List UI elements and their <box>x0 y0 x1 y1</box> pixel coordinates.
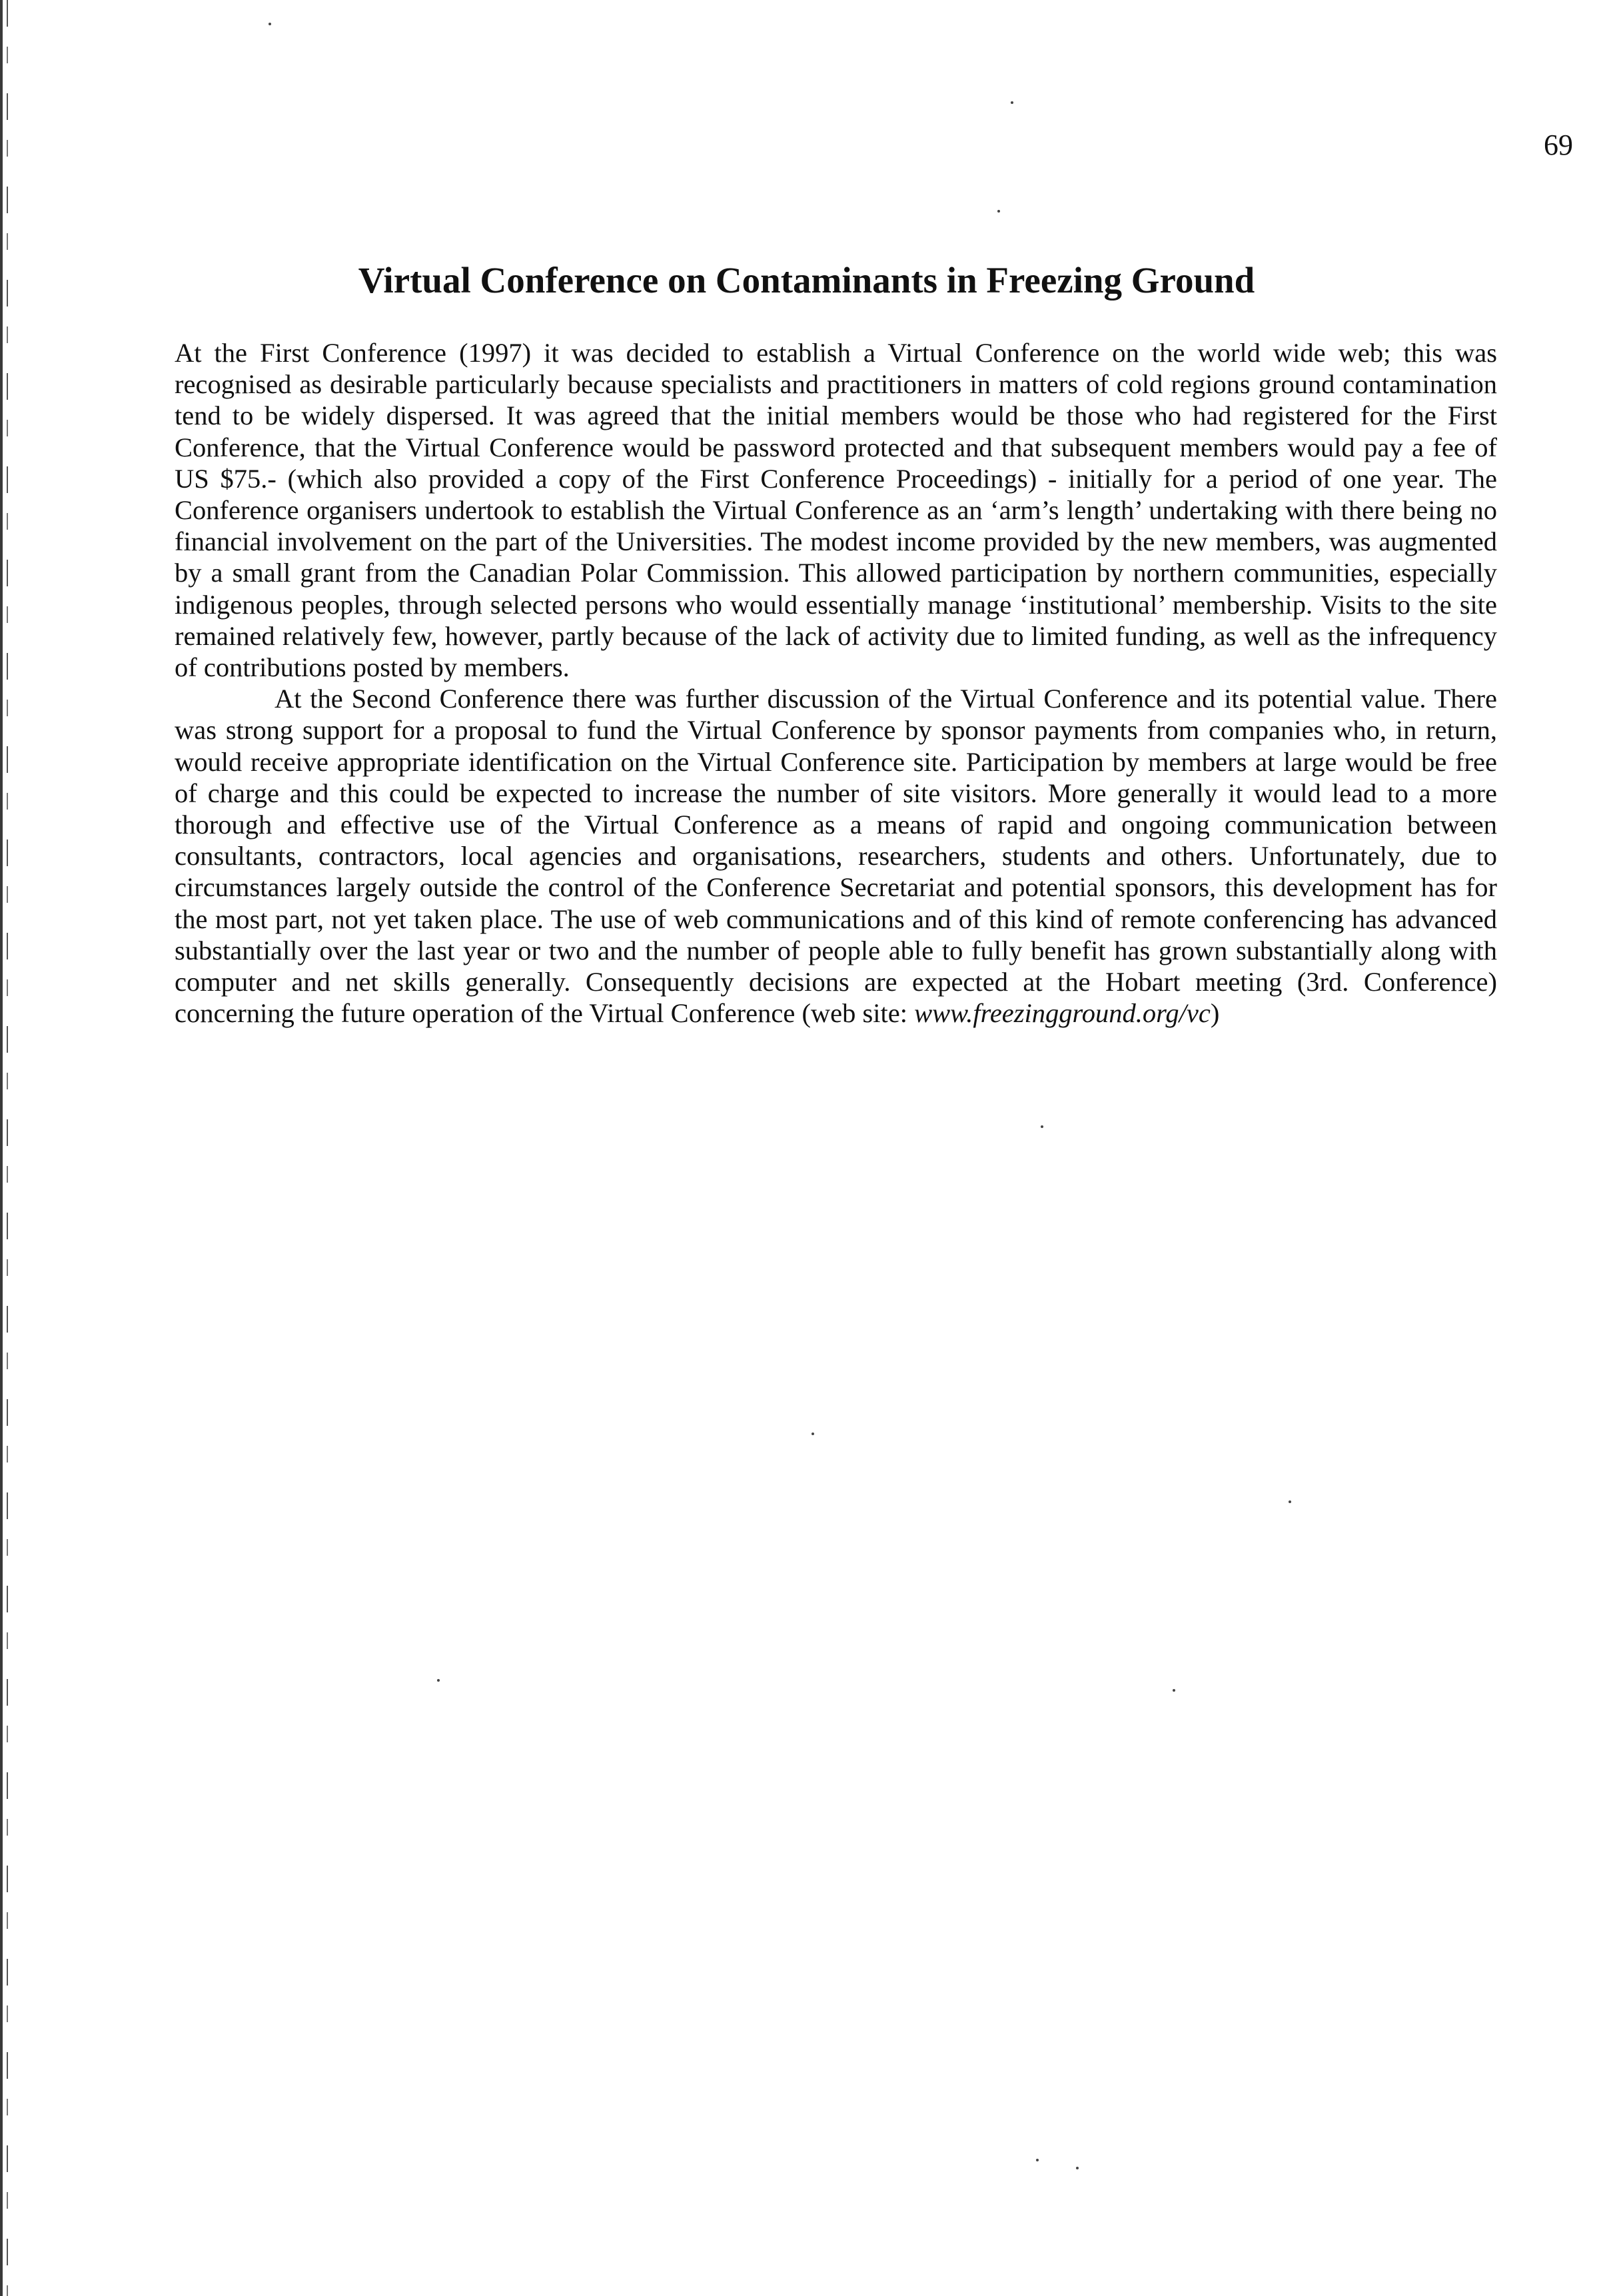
paragraph-text: At the Second Conference there was further discussion of the Virtual Conference and its potential value. There was strong support for a proposal to fund the Virtual Conference by sponsor payments from companies who, in return, would receive appropriate identification on the Virtual Conference site. Participation by members at large would be free of charge and this could be expected to increase the number of site visitors. More generally it would lead to a more thorough and effective use of the Virtual Conference as a means of rapid and ongoing communication between consultants, contractors, local agencies and organisations, researchers, students and others. Unfortunately, due to circumstances largely outside the control of the Conference Secretariat and potential sponsors, this development has for the most part, not yet taken place. The use of web communications and of this kind of remote conferencing has advanced substantially over the last year or two and the number of people able to fully benefit has grown substantially along with computer and net skills generally. Consequently decisions are expected at the Hobart meeting (3rd. Conference) concerning the future operation of the Virtual Conference (web site: <box>175 684 1497 1029</box>
scan-speck <box>1173 1689 1175 1692</box>
page-title: Virtual Conference on Contaminants in Freezing Ground <box>358 260 1255 300</box>
scan-speck <box>437 1679 440 1682</box>
scan-speck <box>1036 2159 1039 2161</box>
body-paragraph <box>175 683 1497 1029</box>
website-url: www.freezingground.org/vc <box>914 998 1211 1029</box>
scan-speck <box>269 23 271 25</box>
scan-speck <box>1011 101 1013 104</box>
scan-speck <box>1041 1125 1043 1128</box>
article-body <box>175 337 1497 1029</box>
scan-binding-edge <box>0 0 12 2296</box>
scan-speck <box>1076 2167 1079 2169</box>
scan-speck <box>811 1433 814 1435</box>
scan-speck <box>997 210 1000 213</box>
body-paragraph: At the First Conference (1997) it was decided to establish a Virtual Conference on the world wide web; this was recognised as desirable particularly because specialists and practitioners in matters of cold regions ground contamination tend to be widely dispersed. It was agreed that the initial members would be those who had registered for the First Conference, that the Virtual Conference would be password protected and that subsequent members would pay a fee of US $75.- (which also provided a copy of the First Conference Proceedings) - initially for a period of one year. The Conference organisers undertook to establish the Virtual Conference as an ‘arm’s length’ undertaking with there being no financial involvement on the part of the Universities. The modest income provided by the new members, was augmented by a small grant from the Canadian Polar Commission. This allowed participation by northern communities, especially indigenous peoples, through selected persons who would essentially manage ‘institutional’ membership. Visits to the site remained relatively few, however, partly because of the lack of activity due to limited funding, as well as the infrequency of contributions posted by members. <box>175 338 1497 683</box>
page-number: 69 <box>1544 129 1573 161</box>
scan-speck <box>1289 1500 1291 1503</box>
closing-parenthesis: ) <box>1210 998 1220 1029</box>
